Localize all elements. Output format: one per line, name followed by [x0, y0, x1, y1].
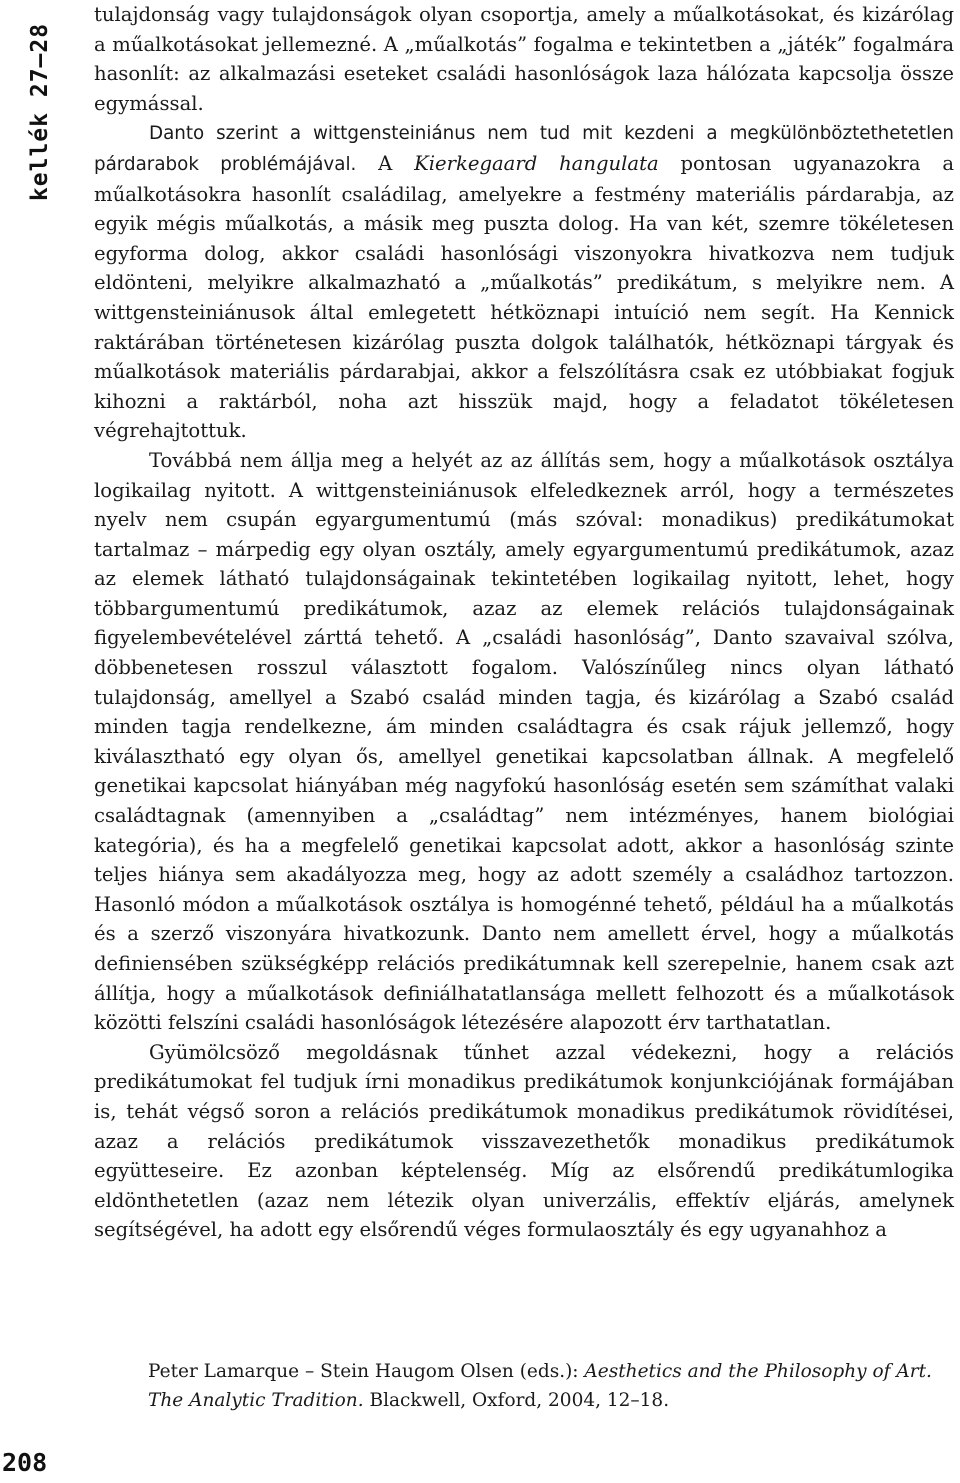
running-header: [22, 12, 58, 212]
footnote-title: Aesthetics and the Philosophy of Art. The Analytic Tradition.: [148, 1361, 932, 1411]
paragraph: [94, 0, 954, 118]
page-number: 208: [2, 1448, 48, 1477]
paragraph-text: A: [356, 151, 415, 175]
paragraph: [94, 1038, 954, 1245]
paragraph-text: tulajdonság vagy tulajdonságok olyan csoportja, amely a műalkotásokat, és kizárólag a műalkotásokat jellemezné. A „műalkotás” fogalma e tekintetben a „játék” fogalmára hasonlít: az alkalmazási eseteket családi hasonlóságok laza hálózata kapcsolja össze egymással.: [94, 3, 954, 115]
paragraph-text: pontosan ugyanazokra a műalkotásokra hasonlít családilag, amelyekre a festmény materiális párdarabja, az egyik mégis műalkotás, a másik meg puszta dolog. Ha van két, szemre tökéletesen egyforma dolog, akkor családi hasonlósági viszonyokra hivatkozva nem tudjuk eldönteni, melyikre alkalmazható a „műalkotás” predikátum, s melyikre nem. A wittgensteiniánusok által emlegetett hétköznapi intuíció nem segít. Ha Kennick raktárában történetesen kizárólag puszta dolgok találhatók, hétköznapi tárgyak és műalkotások materiális párdarabjai, akkor a felszólításra csak ez utóbbiakat fogjuk kihozni a raktárból, noha azt hisszük majd, hogy a feladatot tökéletesen végrehajtottuk.: [94, 151, 954, 443]
italic-title: Kierkegaard hangulata: [414, 151, 659, 175]
footnote-publication: Blackwell, Oxford, 2004, 12–18.: [369, 1390, 670, 1411]
paragraph-text: Gyümölcsöző megoldásnak tűnhet azzal védekezni, hogy a relációs predikátumokat fel tudjuk írni monadikus predikátumok konjunkciójának formájában is, tehát végső soron a relációs predikátumok monadikus predikátumok rövidítései, azaz a relációs predikátumok visszavezethetők monadikus predikátumok együtteseire. Ez azonban képtelenség. Míg az elsőrendű predikátumlogika eldönthetetlen (azaz nem létezik olyan univerzális, effektív eljárás, amelynek segítségével, ha adott egy elsőrendű véges formulaosztály és egy ugyanahhoz a: [94, 1040, 954, 1242]
footnote: [148, 1357, 954, 1415]
journal-title: kellék 27–28: [27, 22, 54, 202]
paragraph: [94, 446, 954, 1038]
body-text: [94, 0, 954, 1245]
paragraph: [94, 118, 954, 446]
paragraph-text: Danto szerint a wittgensteiniánus nem tud mit kezdeni a megkülönböztethetetlen párdarabok problémájával.: [94, 123, 954, 175]
paragraph-text: Továbbá nem állja meg a helyét az az állítás sem, hogy a műalkotások osztálya logikailag nyitott. A wittgensteiniánusok elfeledkeznek arról, hogy a természetes nyelv nem csupán egyargumentumú (más szóval: monadikus) predikátumokat tartalmaz – márpedig egy olyan osztály, amely egyargumentumú predikátumok, azaz az elemek látható tulajdonságainak tekintetében logikailag nyitott, lehet, hogy többargumentumú predikátumok, azaz az elemek relációs tulajdonságainak figyelembevételével zárttá tehető. A „családi hasonlóság”, Danto szavaival szólva, döbbenetesen rosszul választott fogalom. Valószínűleg nincs olyan látható tulajdonság, amellyel a Szabó család minden tagja, és kizárólag a Szabó család minden tagja rendelkezne, ám minden családtagra és csak rájuk jellemző, hogy kiválasztható egy olyan ős, amellyel genetikai kapcsolatban állnak. A megfelelő genetikai kapcsolat hiányában még nagyfokú hasonlóság esetén sem számíthat valaki családtagnak (amennyiben a „családtag” nem intézményes, hanem biológiai kategória), és ha a megfelelő genetikai kapcsolat adott, akkor a hasonlóság szinte teljes hiánya sem akadályozza meg, hogy az adott személy a családhoz tartozzon. Hasonló módon a műalkotások osztálya is homogénné tehető, például ha a műalkotás és a szerző viszonyára hivatkozunk. Danto nem amellett érvel, hogy a műalkotás definiensében szükségképp relációs predikátumnak kell szerepelnie, hanem csak azt állítja, hogy a műalkotások definiálhatatlansága mellett felhozott és a műalkotások közötti felszíni családi hasonlóságok létezésére alapozott érv tarthatatlan.: [94, 448, 954, 1035]
footnote-authors: Peter Lamarque – Stein Haugom Olsen (eds.):: [148, 1361, 579, 1382]
